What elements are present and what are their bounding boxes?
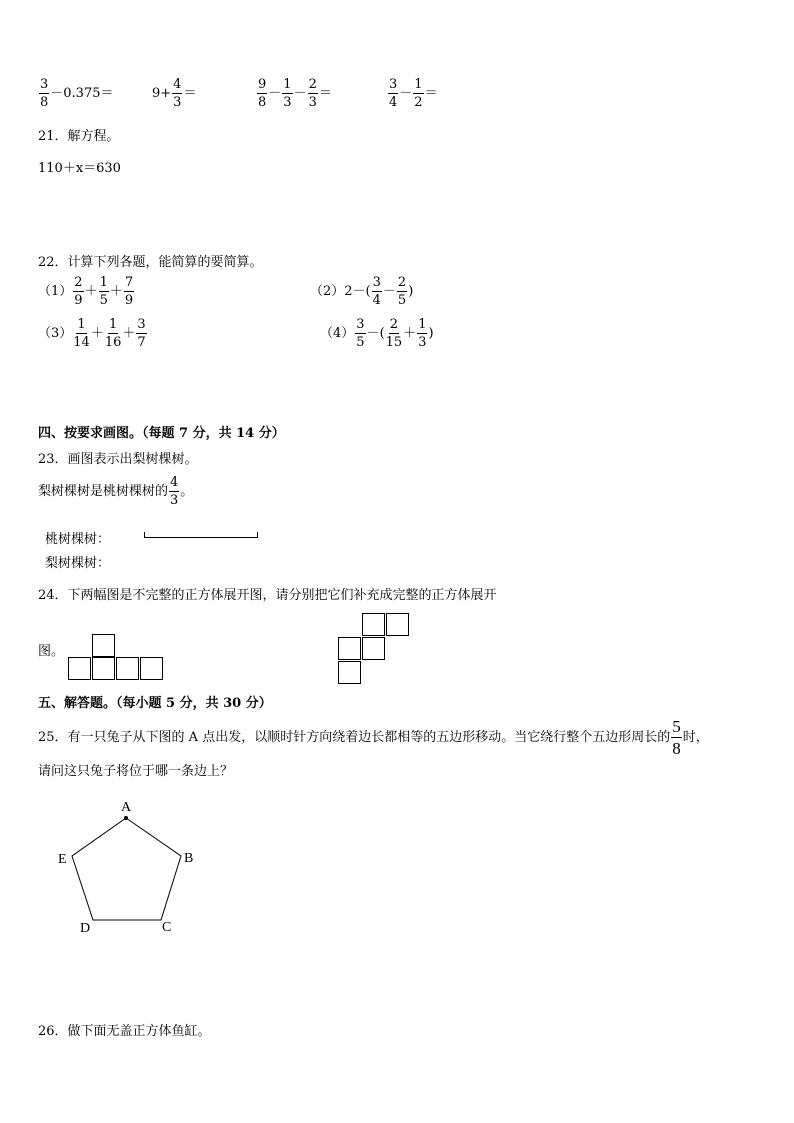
vertex-label-c: C <box>162 920 172 935</box>
q21-equation: 110＋x＝630 <box>38 161 121 176</box>
q22-part-3: （3） $\frac{1}{14}$ ＋ $\frac{1}{16}$ ＋ $\frac{3}{7}$ <box>38 317 146 350</box>
expr-2: 9+ $\frac{4}{3}$ ＝ <box>152 77 197 110</box>
q25-line2: 请问这只兔子将位于哪一条边上？ <box>38 764 234 779</box>
q25-title: 25．有一只兔子从下图的 A 点出发，以顺时针方向绕着边长都相等的五边形移动。当它绕行整个五边形周长的 $\frac{5}{8}$ 时， <box>38 717 709 758</box>
q26-title: 26．做下面无盖正方体鱼缸。 <box>38 1024 211 1039</box>
q22-title: 22．计算下列各题，能简算的要简算。 <box>38 255 263 270</box>
q24-title: 24．下两幅图是不完整的正方体展开图，请分别把它们补充成完整的正方体展开 <box>38 588 497 603</box>
pentagon-figure <box>50 795 210 945</box>
expr-3: $\frac{9}{8}$ － $\frac{1}{3}$ － $\frac{2}{3}$ ＝ <box>258 77 332 110</box>
vertex-label-d: D <box>80 921 91 936</box>
net-square <box>362 637 385 660</box>
section-4-heading: 四、按要求画图。（每题 7 分，共 14 分） <box>38 426 285 441</box>
net-square <box>386 613 409 636</box>
net-square <box>140 657 163 680</box>
section-5-heading: 五、解答题。（每小题 5 分，共 30 分） <box>38 696 272 711</box>
q21-title: 21．解方程。 <box>38 129 120 144</box>
net-square <box>338 637 361 660</box>
net-square <box>92 657 115 680</box>
fraction: $\frac{3}{8}$ <box>40 77 49 110</box>
peach-label: 桃树棵树： <box>45 532 111 547</box>
fraction: $\frac{9}{8}$ <box>258 77 267 110</box>
q22-part-2: （2）2－( $\frac{3}{4}$ － $\frac{2}{5}$ ) <box>310 275 414 308</box>
net-square <box>338 661 361 684</box>
q24-title-cont: 图。 <box>38 644 65 659</box>
q20-expression-row <box>38 78 114 109</box>
fraction: $\frac{3}{4}$ <box>389 77 398 110</box>
q22-part-4: （4） $\frac{3}{5}$ －( $\frac{2}{15}$ ＋ $\frac{1}{3}$ ) <box>320 317 434 350</box>
pear-label: 梨树棵树： <box>45 556 111 571</box>
fraction: $\frac{1}{2}$ <box>414 77 423 110</box>
vertex-label-e: E <box>58 852 67 867</box>
net-square <box>68 657 91 680</box>
q23-title: 23．画图表示出梨树棵树。 <box>38 452 198 467</box>
net-square <box>362 613 385 636</box>
net-square <box>92 634 115 657</box>
net-square <box>116 657 139 680</box>
expr-1: $\frac{3}{8}$ －0.375＝ <box>40 77 114 110</box>
fraction: $\frac{2}{3}$ <box>308 77 317 110</box>
start-point <box>124 816 128 820</box>
expr-4: $\frac{3}{4}$ － $\frac{1}{2}$ ＝ <box>389 77 438 110</box>
fraction: $\frac{4}{3}$ <box>173 77 182 110</box>
q22-part-1: （1） $\frac{2}{9}$ ＋ $\frac{1}{5}$ ＋ $\frac{7}{9}$ <box>38 275 134 308</box>
q23-statement: 梨树棵树是桃树棵树的 $\frac{4}{3}$ 。 <box>38 475 194 508</box>
vertex-label-b: B <box>184 851 194 866</box>
pentagon <box>72 818 181 920</box>
vertex-label-a: A <box>121 800 132 815</box>
fraction: $\frac{1}{3}$ <box>283 77 292 110</box>
peach-segment <box>144 532 258 538</box>
